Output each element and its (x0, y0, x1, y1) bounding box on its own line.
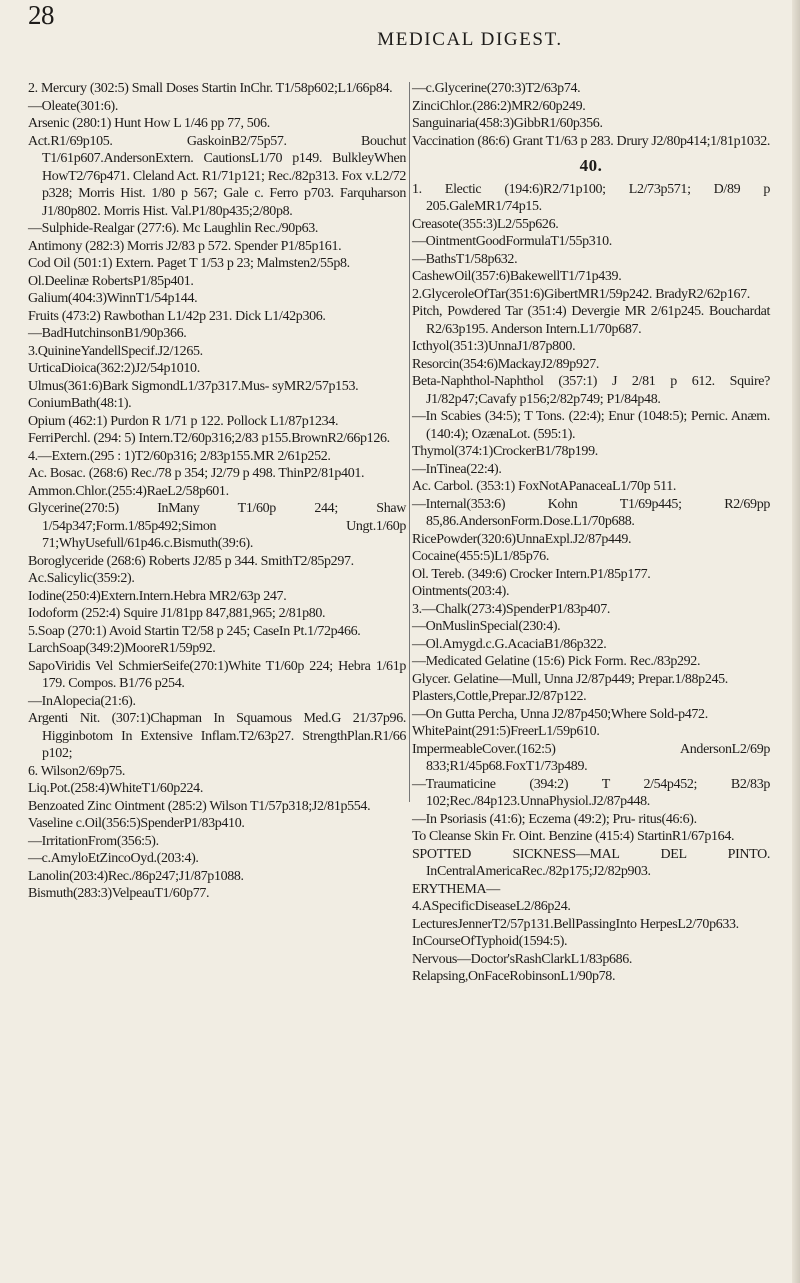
index-entry: Cod Oil (501:1) Extern. Paget T 1/53 p 23; Malmsten2/55p8. (28, 256, 350, 271)
index-entry: InCourseOfTyphoid(1594:5). (412, 934, 568, 949)
column-divider (409, 82, 410, 802)
index-entry: Ammon.Chlor.(255:4)RaeL2/58p601. (28, 483, 229, 499)
index-entry: —On Gutta Percha, Unna J2/87p450;Where Sold-p472. (412, 706, 708, 722)
index-entry: WhitePaint(291:5)FreerL1/59p610. (412, 724, 600, 739)
index-entry: Nervous—Doctor'sRashClarkL1/83p686. (412, 951, 633, 967)
index-entry: —Ol.Amygd.c.G.AcaciaB1/86p322. (412, 636, 607, 652)
index-entry: Ointments(203:4). (412, 584, 510, 599)
index-entry: 6. Wilson2/69p75. (28, 763, 126, 779)
index-entry: Creasote(355:3)L2/55p626. (412, 216, 559, 232)
index-entry: —OintmentGoodFormulaT1/55p310. (412, 234, 612, 249)
index-entry: Argenti Nit. (307:1)Chapman In Squamous Med.G 21/37p96. Higginbotom In Extensive Inflam.T2/63p27. StrengthPlan.R1/66 p102; (28, 711, 406, 761)
index-entry: FerriPerchl. (294: 5) Intern.T2/60p316;2/83 p155.BrownR2/66p126. (28, 431, 390, 446)
index-entry: Iodoform (252:4) Squire J1/81pp 847,881,965; 2/81p80. (28, 606, 326, 621)
index-entry: Thymol(374:1)CrockerB1/78p199. (412, 444, 598, 459)
index-entry: 4.—Extern.(295 : 1)T2/60p316; 2/83p155.MR 2/61p252. (28, 448, 331, 464)
index-entry: —IrritationFrom(356:5). (28, 833, 159, 849)
index-entry: Plasters,Cottle,Prepar.J2/87p122. (412, 689, 587, 704)
index-entry: 2.GlyceroleOfTar(351:6)GibertMR1/59p242. BradyR2/62p167. (412, 286, 750, 302)
index-entry: —Traumaticine (394:2) T 2/54p452; B2/83p 102;Rec./84p123.UnnaPhysiol.J2/87p448. (412, 776, 770, 809)
index-entry: Sanguinaria(458:3)GibbR1/60p356. (412, 116, 603, 131)
index-entry: —In Scabies (34:5); T Tons. (22:4); Enur (1048:5); Pernic. Anæm.(140:4); OzænaLot. (595:1). (412, 409, 770, 442)
index-entry: —InAlopecia(21:6). (28, 693, 136, 709)
index-entry: Glycer. Gelatine—Mull, Unna J2/87p449; Prepar.1/88p245. (412, 671, 728, 687)
index-entry: Resorcin(354:6)MackayJ2/89p927. (412, 356, 600, 372)
index-entry: Benzoated Zinc Ointment (285:2) Wilson T1/57p318;J2/81p554. (28, 798, 371, 814)
index-entry: ZinciChlor.(286:2)MR2/60p249. (412, 98, 586, 114)
index-entry: —Internal(353:6) Kohn T1/69p445; R2/69pp 85,86.AndersonForm.Dose.L1/70p688. (412, 496, 770, 529)
index-entry: —InTinea(22:4). (412, 461, 502, 477)
index-entry: Antimony (282:3) Morris J2/83 p 572. Spender P1/85p161. (28, 238, 342, 254)
index-entry: Boroglyceride (268:6) Roberts J2/85 p 344. SmithT2/85p297. (28, 553, 354, 569)
index-entry: 1. Electic (194:6)R2/71p100; L2/73p571; D/89 p 205.GaleMR1/74p15. (412, 181, 770, 214)
index-entry: —Sulphide-Realgar (277:6). Mc Laughlin Rec./90p63. (28, 221, 319, 236)
right-column-bottom (412, 181, 770, 986)
index-entry: —OnMuslinSpecial(230:4). (412, 619, 561, 634)
page-number: 28 (28, 0, 54, 30)
index-entry: Opium (462:1) Purdon R 1/71 p 122. Pollock L1/87p1234. (28, 413, 339, 429)
index-entry: Icthyol(351:3)UnnaJ1/87p800. (412, 339, 576, 354)
index-entry: 3.QuinineYandellSpecif.J2/1265. (28, 343, 203, 359)
index-entry: SapoViridis Vel SchmierSeife(270:1)White T1/60p 224; Hebra 1/61p 179. Compos. B1/76 p254. (28, 658, 406, 691)
index-entry: Arsenic (280:1) Hunt How L 1/46 pp 77, 506. (28, 116, 270, 131)
index-entry: —c.AmyloEtZincoOyd.(203:4). (28, 851, 199, 866)
page-edge (792, 0, 800, 1283)
index-entry: Liq.Pot.(258:4)WhiteT1/60p224. (28, 781, 203, 796)
index-entry: Ol.Deelinæ RobertsP1/85p401. (28, 273, 194, 289)
index-entry: Ac.Salicylic(359:2). (28, 571, 135, 586)
index-entry: Ulmus(361:6)Bark SigmondL1/37p317.Mus- syMR2/57p153. (28, 378, 359, 394)
index-entry: —BadHutchinsonB1/90p366. (28, 326, 187, 341)
index-entry: Bismuth(283:3)VelpeauT1/60p77. (28, 886, 210, 901)
index-entry: Cocaine(455:5)L1/85p76. (412, 549, 549, 564)
index-entry: Beta-Naphthol-Naphthol (357:1) J 2/81 p 612. Squire? J1/82p47;Cavafy p156;2/82p749; P1/84p48. (412, 374, 770, 407)
index-entry: —Medicated Gelatine (15:6) Pick Form. Rec./83p292. (412, 654, 701, 669)
index-entry: RicePowder(320:6)UnnaExpl.J2/87p449. (412, 531, 632, 547)
index-entry: 5.Soap (270:1) Avoid Startin T2/58 p 245; CaseIn Pt.1/72p466. (28, 623, 361, 639)
index-entry: Pitch, Powdered Tar (351:4) Devergie MR 2/61p245. Bouchardat R2/63p195. Anderson Intern.L1/70p687. (412, 304, 770, 337)
index-entry: Glycerine(270:5) InMany T1/60p 244; Shaw 1/54p347;Form.1/85p492;Simon Ungt.1/60p 71;WhyUsefull/61p46.c.Bismuth(39:6). (28, 501, 406, 551)
index-entry: Act.R1/69p105. GaskoinB2/75p57. Bouchut T1/61p607.AndersonExtern. CautionsL1/70 p149. BulkleyWhen HowT2/76p471. Cleland Act. R1/71p121; Rec./82p313. Fox v.L2/72 p328; Morris Hist. 1/80 p 567; Gale c. Ferro p703. Farquharson J1/80p802. Morris Hist. Val.P1/80p435;2/80p8. (28, 133, 406, 219)
section-heading: 40. (579, 156, 603, 175)
index-entry: Vaccination (86:6) Grant T1/63 p 283. Drury J2/80p414;1/81p1032. (412, 133, 771, 149)
index-entry: —BathsT1/58p632. (412, 251, 518, 267)
index-entry: Ac. Carbol. (353:1) FoxNotAPanaceaL1/70p 511. (412, 479, 677, 494)
index-entry: Lanolin(203:4)Rec./86p247;J1/87p1088. (28, 868, 244, 884)
index-entry: ConiumBath(48:1). (28, 396, 132, 411)
right-column (412, 80, 770, 986)
index-entry: —In Psoriasis (41:6); Eczema (49:2); Pru- ritus(46:6). (412, 811, 697, 827)
index-entry: Fruits (473:2) Rawbothan L1/42p 231. Dick L1/42p306. (28, 308, 326, 324)
index-entry: Ac. Bosac. (268:6) Rec./78 p 354; J2/79 p 498. ThinP2/81p401. (28, 466, 365, 481)
index-entry: Ol. Tereb. (349:6) Crocker Intern.P1/85p177. (412, 566, 651, 582)
index-entry: LarchSoap(349:2)MooreR1/59p92. (28, 641, 216, 656)
index-entry: Iodine(250:4)Extern.Intern.Hebra MR2/63p 247. (28, 588, 287, 604)
index-entry: LecturesJennerT2/57p131.BellPassingInto HerpesL2/70p633. (412, 916, 739, 932)
running-title: MEDICAL DIGEST. (377, 29, 563, 50)
index-entry: SPOTTED SICKNESS—MAL DEL PINTO. InCentralAmericaRec./82p175;J2/82p903. (412, 846, 770, 879)
index-entry: Vaseline c.Oil(356:5)SpenderP1/83p410. (28, 816, 245, 831)
index-entry: ERYTHEMA— (412, 881, 500, 897)
index-entry: 4.ASpecificDiseaseL2/86p24. (412, 899, 571, 914)
index-entry: —Oleate(301:6). (28, 98, 118, 114)
index-entry: Galium(404:3)WinnT1/54p144. (28, 291, 198, 306)
left-column (28, 80, 406, 903)
index-entry: Relapsing,OnFaceRobinsonL1/90p78. (412, 969, 616, 984)
index-entry: To Cleanse Skin Fr. Oint. Benzine (415:4) StartinR1/67p164. (412, 829, 735, 844)
index-entry: 3.—Chalk(273:4)SpenderP1/83p407. (412, 601, 611, 617)
index-entry: CashewOil(357:6)BakewellT1/71p439. (412, 269, 622, 284)
index-entry: ImpermeableCover.(162:5) AndersonL2/69p 833;R1/45p68.FoxT1/73p489. (412, 741, 770, 774)
index-entry: UrticaDioica(362:2)J2/54p1010. (28, 361, 200, 376)
index-entry: 2. Mercury (302:5) Small Doses Startin InChr. T1/58p602;L1/66p84. (28, 81, 393, 96)
index-entry: —c.Glycerine(270:3)T2/63p74. (412, 81, 581, 96)
right-column-top (412, 80, 770, 150)
